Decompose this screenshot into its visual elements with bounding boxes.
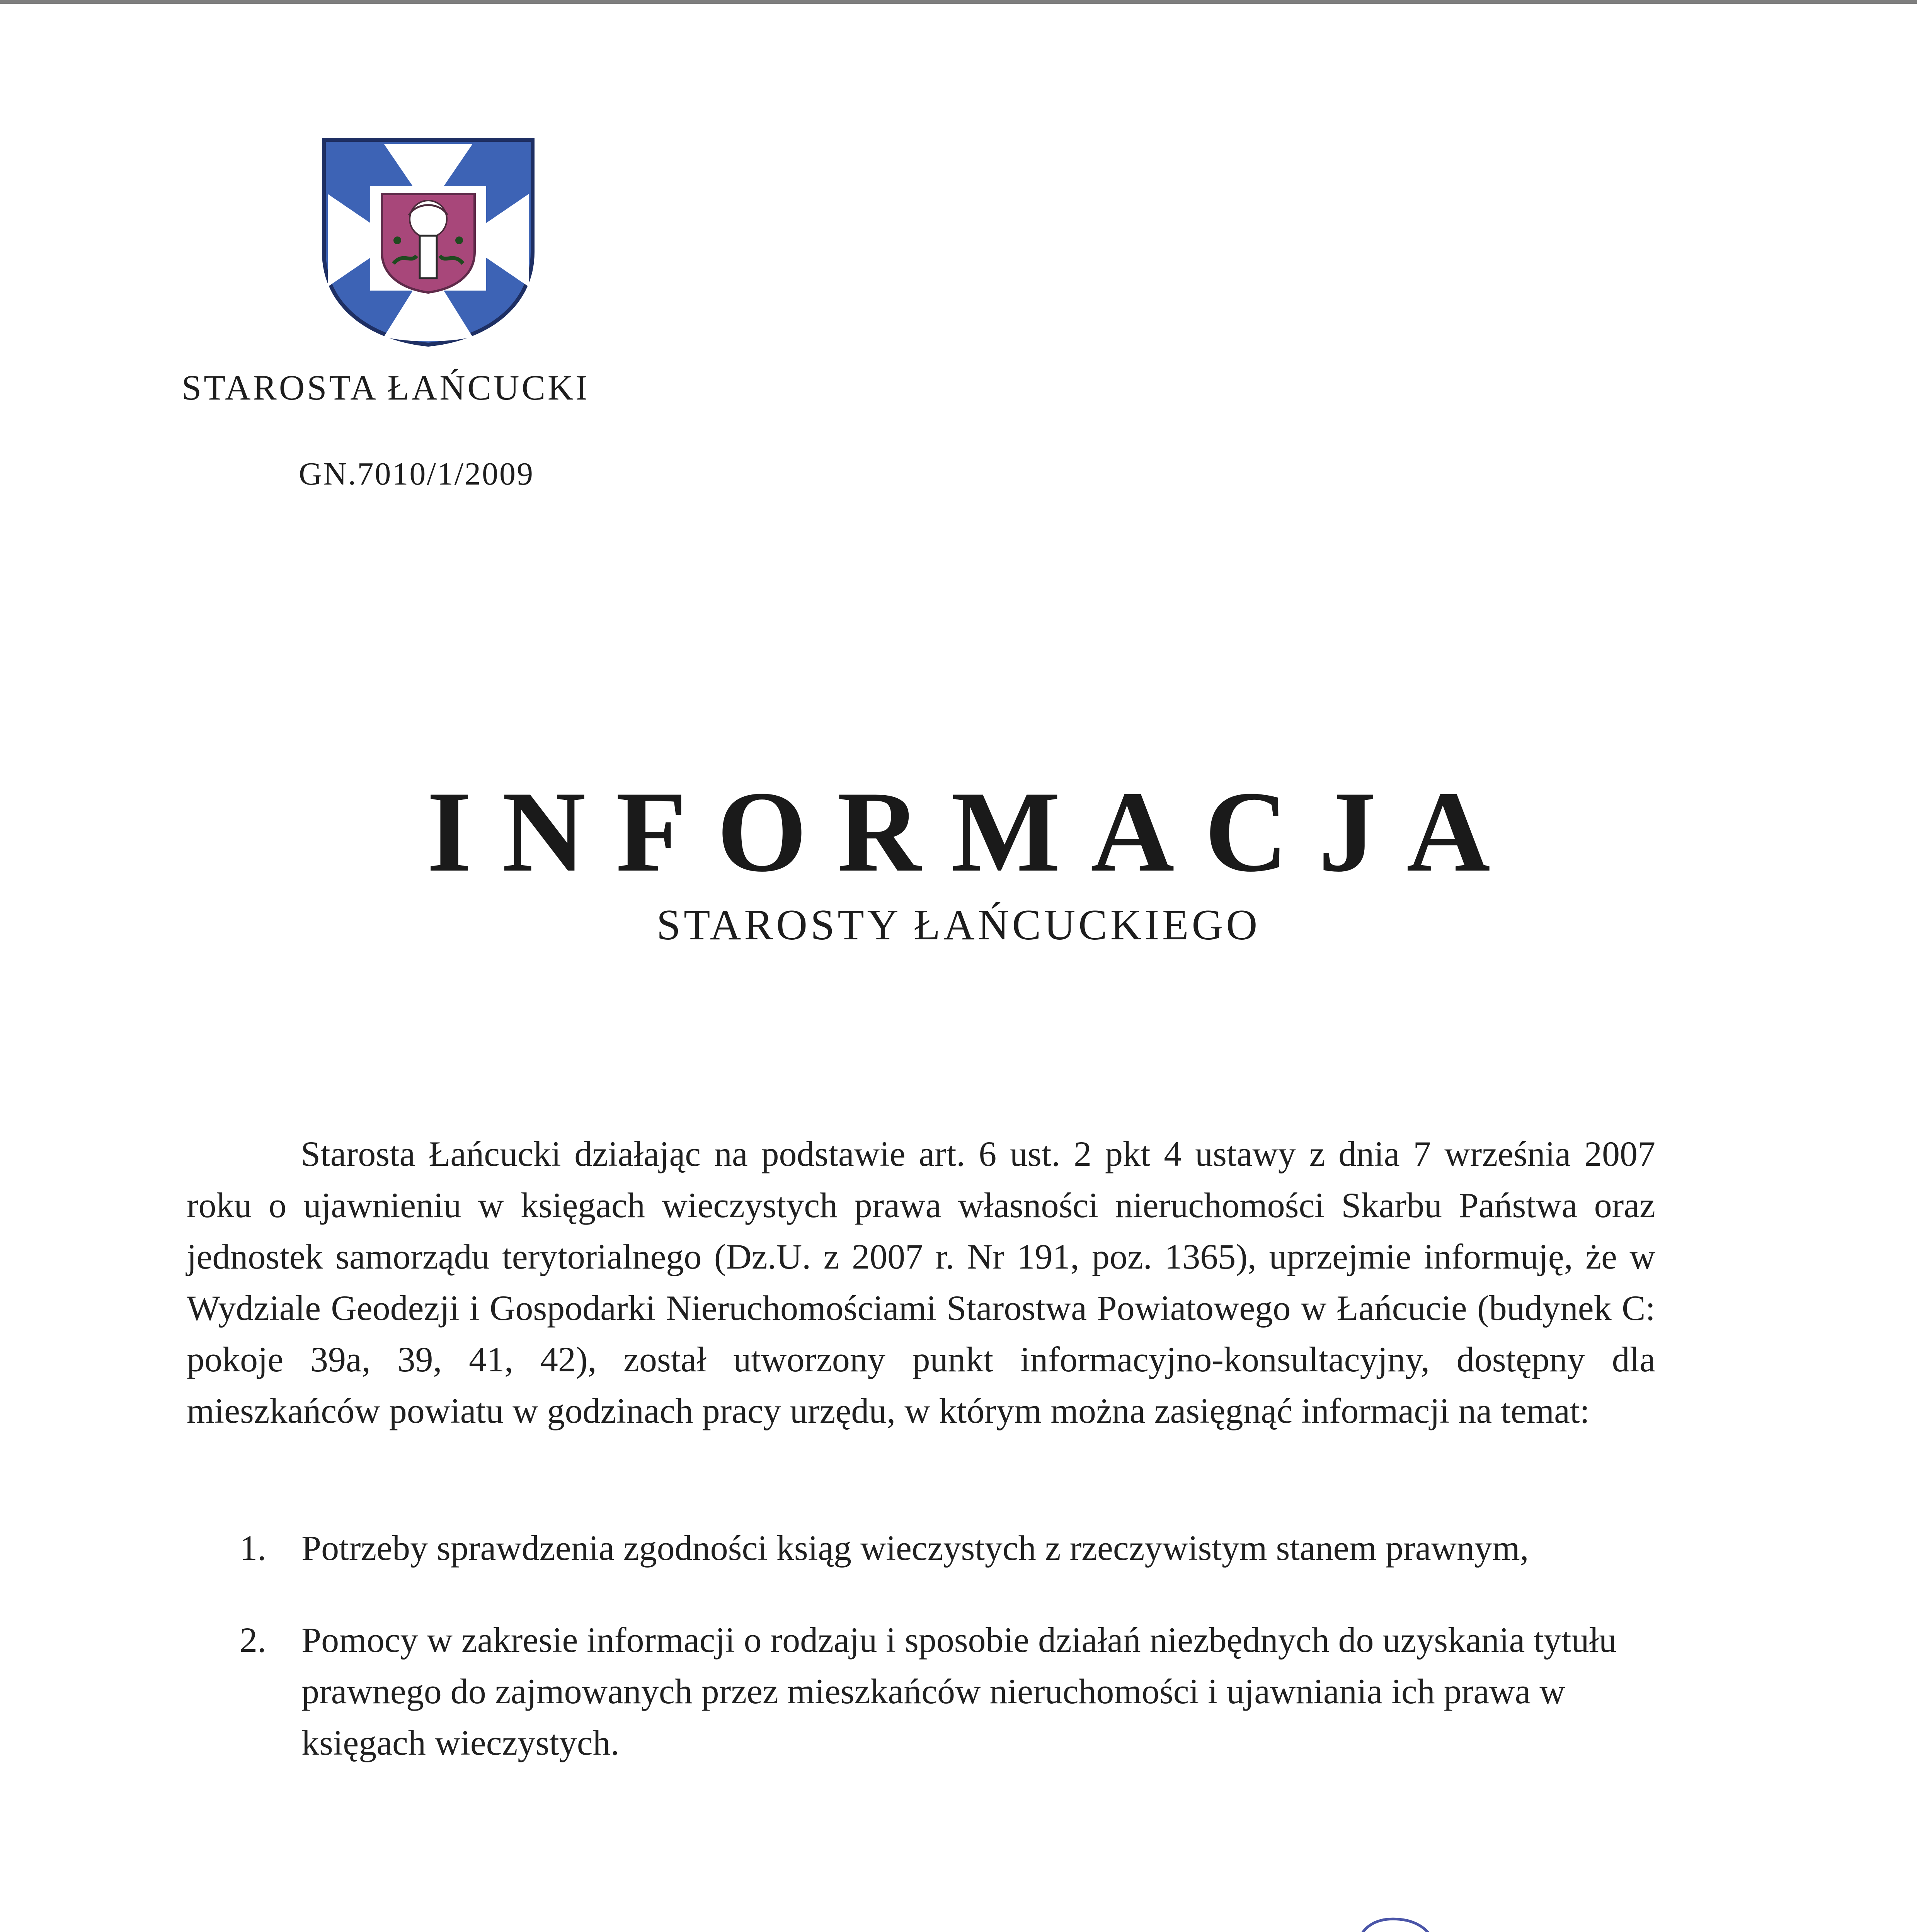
scan-edge <box>0 0 1917 4</box>
signature-block <box>1113 1897 1654 1932</box>
list-item-number: 2. <box>240 1620 266 1660</box>
list-item <box>240 1614 1662 1769</box>
coat-of-arms-icon <box>320 136 536 347</box>
handwritten-signature-icon <box>1113 1897 1654 1932</box>
document-title: INFORMACJA <box>427 767 1520 896</box>
reference-number: GN.7010/1/2009 <box>299 456 534 492</box>
document-subtitle: STAROSTY ŁAŃCUCKIEGO <box>656 901 1261 949</box>
list-item <box>240 1522 1662 1574</box>
list-item-text: Potrzeby sprawdzenia zgodności ksiąg wieczystych z rzeczywistym stanem prawnym, <box>301 1528 1529 1568</box>
topics-list <box>240 1522 1662 1769</box>
body-paragraph: Starosta Łańcucki działając na podstawie art. 6 ust. 2 pkt 4 ustawy z dnia 7 września 2007 roku o ujawnieniu w księgach wieczystych prawa własności nieruchomości Skarbu Państwa oraz jednostek samorządu terytorialnego (Dz.U. z 2007 r. Nr 191, poz. 1365), uprzejmie informuję, że w Wydziale Geodezji i Gospodarki Nieruchomościami Starostwa Powiatowego w Łańcucie (budynek C: pokoje 39a, 39, 41, 42), został utworzony punkt informacyjno-konsultacyjny, dostępny dla mieszkańców powiatu w godzinach pracy urzędu, w którym można zasięgnąć informacji na temat: <box>187 1134 1655 1430</box>
list-item-text: Pomocy w zakresie informacji o rodzaju i sposobie działań niezbędnych do uzyskania tytułu prawnego do zajmowanych przez mieszkańców nieruchomości i ujawniania ich prawa w księgach wieczystych. <box>301 1620 1617 1762</box>
list-item-number: 1. <box>240 1528 266 1568</box>
issuer-name: STAROSTA ŁAŃCUCKI <box>182 368 590 407</box>
